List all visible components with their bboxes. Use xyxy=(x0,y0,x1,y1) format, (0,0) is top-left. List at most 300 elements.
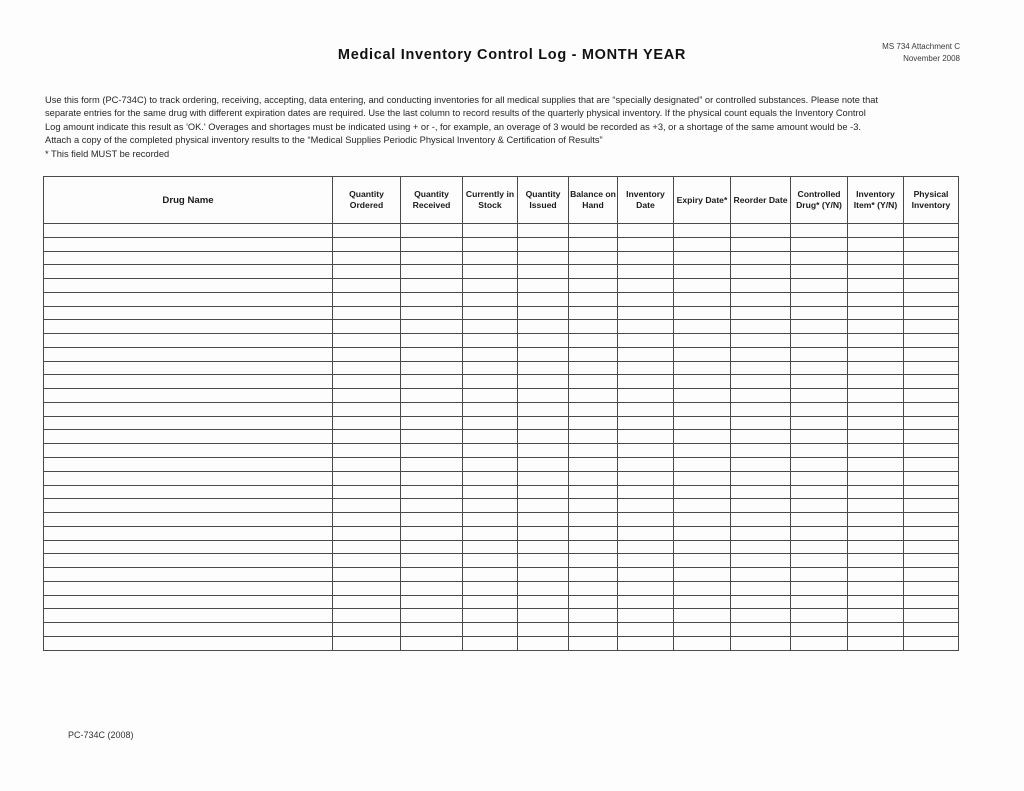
empty-cell xyxy=(333,471,401,485)
empty-cell xyxy=(518,347,569,361)
empty-cell xyxy=(401,499,463,513)
empty-cell xyxy=(518,554,569,568)
empty-cell xyxy=(618,471,674,485)
empty-cell xyxy=(731,389,791,403)
table-row xyxy=(44,292,959,306)
empty-cell xyxy=(463,581,518,595)
empty-cell xyxy=(333,361,401,375)
empty-cell xyxy=(401,265,463,279)
table-row xyxy=(44,636,959,650)
empty-cell xyxy=(518,458,569,472)
column-header-balance-on-hand: Balance on Hand xyxy=(569,177,618,224)
empty-cell xyxy=(569,402,618,416)
empty-cell xyxy=(731,595,791,609)
empty-cell xyxy=(401,444,463,458)
empty-cell xyxy=(44,292,333,306)
empty-cell xyxy=(848,636,904,650)
empty-cell xyxy=(904,389,959,403)
empty-cell xyxy=(618,485,674,499)
empty-cell xyxy=(674,595,731,609)
empty-cell xyxy=(791,334,848,348)
empty-cell xyxy=(618,334,674,348)
empty-cell xyxy=(731,430,791,444)
table-row xyxy=(44,361,959,375)
table-row xyxy=(44,609,959,623)
empty-cell xyxy=(791,581,848,595)
empty-cell xyxy=(848,513,904,527)
table-row xyxy=(44,237,959,251)
empty-cell xyxy=(463,568,518,582)
empty-cell xyxy=(44,347,333,361)
empty-cell xyxy=(518,444,569,458)
instructions-paragraph xyxy=(45,94,975,161)
table-row xyxy=(44,444,959,458)
empty-cell xyxy=(401,581,463,595)
table-row xyxy=(44,306,959,320)
empty-cell xyxy=(333,636,401,650)
empty-cell xyxy=(333,402,401,416)
empty-cell xyxy=(333,568,401,582)
empty-cell xyxy=(569,444,618,458)
empty-cell xyxy=(848,485,904,499)
empty-cell xyxy=(674,402,731,416)
empty-cell xyxy=(848,471,904,485)
empty-cell xyxy=(401,389,463,403)
column-header-inventory-item: Inventory Item* (Y/N) xyxy=(848,177,904,224)
table-row xyxy=(44,416,959,430)
empty-cell xyxy=(569,237,618,251)
empty-cell xyxy=(904,375,959,389)
empty-cell xyxy=(731,416,791,430)
empty-cell xyxy=(463,292,518,306)
empty-cell xyxy=(674,581,731,595)
empty-cell xyxy=(333,320,401,334)
empty-cell xyxy=(904,540,959,554)
empty-cell xyxy=(848,279,904,293)
empty-cell xyxy=(569,292,618,306)
empty-cell xyxy=(518,609,569,623)
empty-cell xyxy=(333,513,401,527)
empty-cell xyxy=(569,361,618,375)
empty-cell xyxy=(674,430,731,444)
empty-cell xyxy=(618,402,674,416)
empty-cell xyxy=(401,361,463,375)
attachment-date: November 2008 xyxy=(903,54,960,63)
empty-cell xyxy=(44,416,333,430)
empty-cell xyxy=(518,375,569,389)
empty-cell xyxy=(674,499,731,513)
empty-cell xyxy=(904,306,959,320)
empty-cell xyxy=(848,389,904,403)
empty-cell xyxy=(791,609,848,623)
empty-cell xyxy=(618,320,674,334)
empty-cell xyxy=(674,513,731,527)
empty-cell xyxy=(44,581,333,595)
empty-cell xyxy=(618,623,674,637)
empty-cell xyxy=(904,568,959,582)
empty-cell xyxy=(674,279,731,293)
empty-cell xyxy=(333,347,401,361)
empty-cell xyxy=(731,224,791,238)
empty-cell xyxy=(848,361,904,375)
empty-cell xyxy=(44,265,333,279)
table-row xyxy=(44,320,959,334)
table-row xyxy=(44,279,959,293)
empty-cell xyxy=(674,375,731,389)
empty-cell xyxy=(333,389,401,403)
empty-cell xyxy=(791,458,848,472)
empty-cell xyxy=(731,526,791,540)
empty-cell xyxy=(674,306,731,320)
empty-cell xyxy=(569,251,618,265)
empty-cell xyxy=(618,347,674,361)
table-row xyxy=(44,265,959,279)
empty-cell xyxy=(904,251,959,265)
empty-cell xyxy=(618,375,674,389)
empty-cell xyxy=(401,306,463,320)
empty-cell xyxy=(569,485,618,499)
empty-cell xyxy=(731,402,791,416)
empty-cell xyxy=(618,581,674,595)
empty-cell xyxy=(674,292,731,306)
empty-cell xyxy=(731,292,791,306)
empty-cell xyxy=(518,334,569,348)
empty-cell xyxy=(674,554,731,568)
empty-cell xyxy=(518,306,569,320)
empty-cell xyxy=(401,568,463,582)
empty-cell xyxy=(731,513,791,527)
empty-cell xyxy=(904,595,959,609)
empty-cell xyxy=(333,237,401,251)
empty-cell xyxy=(848,581,904,595)
empty-cell xyxy=(791,636,848,650)
empty-cell xyxy=(401,279,463,293)
empty-cell xyxy=(463,416,518,430)
empty-cell xyxy=(401,416,463,430)
empty-cell xyxy=(791,347,848,361)
empty-cell xyxy=(904,485,959,499)
empty-cell xyxy=(848,540,904,554)
empty-cell xyxy=(518,526,569,540)
empty-cell xyxy=(518,320,569,334)
empty-cell xyxy=(848,375,904,389)
empty-cell xyxy=(731,444,791,458)
empty-cell xyxy=(618,540,674,554)
empty-cell xyxy=(518,471,569,485)
empty-cell xyxy=(618,306,674,320)
empty-cell xyxy=(463,609,518,623)
table-row xyxy=(44,224,959,238)
empty-cell xyxy=(518,389,569,403)
empty-cell xyxy=(518,623,569,637)
empty-cell xyxy=(333,526,401,540)
empty-cell xyxy=(401,609,463,623)
empty-cell xyxy=(618,224,674,238)
table-row xyxy=(44,623,959,637)
empty-cell xyxy=(731,251,791,265)
empty-cell xyxy=(569,471,618,485)
empty-cell xyxy=(518,361,569,375)
column-header-physical-inventory: Physical Inventory xyxy=(904,177,959,224)
empty-cell xyxy=(848,609,904,623)
empty-cell xyxy=(44,485,333,499)
empty-cell xyxy=(44,471,333,485)
empty-cell xyxy=(333,416,401,430)
column-header-inventory-date: Inventory Date xyxy=(618,177,674,224)
empty-cell xyxy=(518,513,569,527)
empty-cell xyxy=(791,568,848,582)
empty-cell xyxy=(569,499,618,513)
empty-cell xyxy=(463,554,518,568)
empty-cell xyxy=(731,609,791,623)
form-number: PC-734C (2008) xyxy=(68,730,134,740)
empty-cell xyxy=(569,375,618,389)
empty-cell xyxy=(674,623,731,637)
table-row xyxy=(44,554,959,568)
empty-cell xyxy=(401,334,463,348)
empty-cell xyxy=(791,513,848,527)
empty-cell xyxy=(333,554,401,568)
empty-cell xyxy=(463,499,518,513)
empty-cell xyxy=(401,375,463,389)
empty-cell xyxy=(848,334,904,348)
empty-cell xyxy=(569,581,618,595)
empty-cell xyxy=(569,623,618,637)
empty-cell xyxy=(674,265,731,279)
empty-cell xyxy=(731,554,791,568)
empty-cell xyxy=(44,458,333,472)
empty-cell xyxy=(791,402,848,416)
empty-cell xyxy=(333,292,401,306)
table-header-row xyxy=(44,177,959,224)
empty-cell xyxy=(904,334,959,348)
empty-cell xyxy=(463,636,518,650)
empty-cell xyxy=(333,444,401,458)
empty-cell xyxy=(44,499,333,513)
empty-cell xyxy=(401,224,463,238)
empty-cell xyxy=(333,265,401,279)
empty-cell xyxy=(44,279,333,293)
empty-cell xyxy=(569,306,618,320)
empty-cell xyxy=(44,513,333,527)
empty-cell xyxy=(618,361,674,375)
empty-cell xyxy=(731,499,791,513)
column-header-currently-in-stock: Currently in Stock xyxy=(463,177,518,224)
empty-cell xyxy=(44,251,333,265)
empty-cell xyxy=(333,375,401,389)
empty-cell xyxy=(904,347,959,361)
empty-cell xyxy=(518,224,569,238)
empty-cell xyxy=(731,334,791,348)
empty-cell xyxy=(518,636,569,650)
empty-cell xyxy=(569,595,618,609)
empty-cell xyxy=(44,320,333,334)
empty-cell xyxy=(569,526,618,540)
empty-cell xyxy=(401,347,463,361)
empty-cell xyxy=(791,416,848,430)
empty-cell xyxy=(618,279,674,293)
table-row xyxy=(44,402,959,416)
empty-cell xyxy=(618,251,674,265)
empty-cell xyxy=(674,568,731,582)
column-header-drug-name: Drug Name xyxy=(44,177,333,224)
empty-cell xyxy=(569,554,618,568)
empty-cell xyxy=(618,636,674,650)
empty-cell xyxy=(463,389,518,403)
empty-cell xyxy=(463,540,518,554)
instruction-line: Log amount indicate this result as 'OK.' Overages and shortages must be indicated using + or -, for example, an overage of 3 would be recorded as +3, or a shortage of the same amount would be -3. xyxy=(45,121,861,132)
empty-cell xyxy=(463,375,518,389)
empty-cell xyxy=(618,389,674,403)
empty-cell xyxy=(848,526,904,540)
empty-cell xyxy=(618,526,674,540)
empty-cell xyxy=(848,402,904,416)
empty-cell xyxy=(333,485,401,499)
empty-cell xyxy=(904,623,959,637)
empty-cell xyxy=(463,279,518,293)
empty-cell xyxy=(731,458,791,472)
empty-cell xyxy=(463,458,518,472)
empty-cell xyxy=(618,499,674,513)
empty-cell xyxy=(904,513,959,527)
empty-cell xyxy=(791,265,848,279)
empty-cell xyxy=(904,499,959,513)
empty-cell xyxy=(674,251,731,265)
empty-cell xyxy=(333,499,401,513)
empty-cell xyxy=(791,224,848,238)
empty-cell xyxy=(463,347,518,361)
empty-cell xyxy=(791,292,848,306)
empty-cell xyxy=(791,251,848,265)
empty-cell xyxy=(569,540,618,554)
empty-cell xyxy=(848,568,904,582)
empty-cell xyxy=(848,347,904,361)
empty-cell xyxy=(904,292,959,306)
empty-cell xyxy=(904,609,959,623)
empty-cell xyxy=(518,279,569,293)
empty-cell xyxy=(333,224,401,238)
empty-cell xyxy=(848,623,904,637)
empty-cell xyxy=(518,568,569,582)
empty-cell xyxy=(791,361,848,375)
empty-cell xyxy=(848,320,904,334)
empty-cell xyxy=(848,265,904,279)
empty-cell xyxy=(731,265,791,279)
empty-cell xyxy=(44,430,333,444)
empty-cell xyxy=(674,347,731,361)
table-row xyxy=(44,540,959,554)
table-row xyxy=(44,430,959,444)
empty-cell xyxy=(401,623,463,637)
empty-cell xyxy=(518,595,569,609)
empty-cell xyxy=(44,636,333,650)
empty-cell xyxy=(44,361,333,375)
empty-cell xyxy=(518,540,569,554)
empty-cell xyxy=(518,430,569,444)
empty-cell xyxy=(674,320,731,334)
empty-cell xyxy=(44,526,333,540)
empty-cell xyxy=(791,306,848,320)
empty-cell xyxy=(401,320,463,334)
empty-cell xyxy=(731,568,791,582)
empty-cell xyxy=(731,320,791,334)
instruction-line: separate entries for the same drug with different expiration dates are required. Use the last column to record results of the quarterly physical inventory. If the physical count equals the Inventory Control xyxy=(45,108,866,119)
empty-cell xyxy=(463,444,518,458)
empty-cell xyxy=(731,279,791,293)
empty-cell xyxy=(401,402,463,416)
empty-cell xyxy=(401,251,463,265)
empty-cell xyxy=(791,430,848,444)
table-row xyxy=(44,568,959,582)
empty-cell xyxy=(848,458,904,472)
table-row xyxy=(44,499,959,513)
empty-cell xyxy=(674,237,731,251)
empty-cell xyxy=(791,389,848,403)
empty-cell xyxy=(848,499,904,513)
empty-cell xyxy=(44,389,333,403)
empty-cell xyxy=(44,623,333,637)
empty-cell xyxy=(674,636,731,650)
empty-cell xyxy=(44,444,333,458)
empty-cell xyxy=(791,375,848,389)
empty-cell xyxy=(618,237,674,251)
column-header-controlled-drug: Controlled Drug* (Y/N) xyxy=(791,177,848,224)
empty-cell xyxy=(333,334,401,348)
empty-cell xyxy=(791,595,848,609)
empty-cell xyxy=(518,251,569,265)
empty-cell xyxy=(463,306,518,320)
empty-cell xyxy=(618,554,674,568)
empty-cell xyxy=(333,458,401,472)
table-row xyxy=(44,375,959,389)
empty-cell xyxy=(569,279,618,293)
empty-cell xyxy=(44,554,333,568)
empty-cell xyxy=(848,444,904,458)
empty-cell xyxy=(463,251,518,265)
empty-cell xyxy=(904,430,959,444)
empty-cell xyxy=(791,237,848,251)
empty-cell xyxy=(333,623,401,637)
table-row xyxy=(44,347,959,361)
empty-cell xyxy=(904,361,959,375)
empty-cell xyxy=(333,306,401,320)
table-row xyxy=(44,334,959,348)
empty-cell xyxy=(569,430,618,444)
empty-cell xyxy=(618,416,674,430)
empty-cell xyxy=(674,526,731,540)
empty-cell xyxy=(44,609,333,623)
empty-cell xyxy=(848,292,904,306)
empty-cell xyxy=(333,581,401,595)
empty-cell xyxy=(569,568,618,582)
empty-cell xyxy=(791,320,848,334)
empty-cell xyxy=(904,265,959,279)
empty-cell xyxy=(848,554,904,568)
empty-cell xyxy=(848,237,904,251)
empty-cell xyxy=(569,265,618,279)
empty-cell xyxy=(731,623,791,637)
empty-cell xyxy=(791,471,848,485)
empty-cell xyxy=(731,306,791,320)
empty-cell xyxy=(904,526,959,540)
empty-cell xyxy=(618,458,674,472)
empty-cell xyxy=(674,609,731,623)
empty-cell xyxy=(569,636,618,650)
empty-cell xyxy=(401,430,463,444)
empty-cell xyxy=(731,581,791,595)
column-header-quantity-issued: Quantity Issued xyxy=(518,177,569,224)
table-row xyxy=(44,485,959,499)
